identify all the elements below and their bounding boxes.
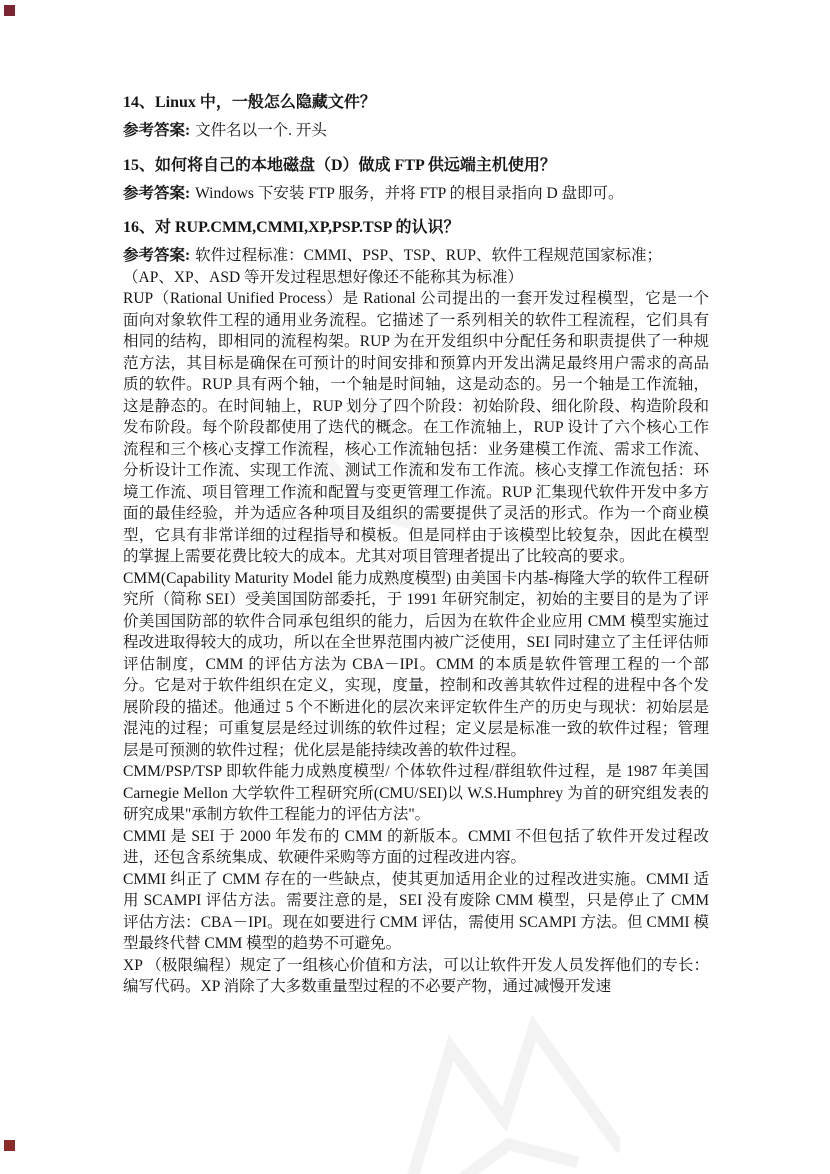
answer-15 [123, 183, 709, 205]
answer-label: 参考答案: [123, 247, 191, 264]
answer-16-note: （AP、XP、ASD 等开发过程思想好像还不能称其为标准） [123, 268, 524, 286]
watermark-logo [380, 1010, 620, 1174]
document-content [123, 92, 709, 998]
question-14-heading: 14、Linux 中，一般怎么隐藏文件？ [123, 94, 376, 111]
cmmi-vs-cmm-paragraph: CMMI 纠正了 CMM 存在的一些缺点，使其更加适用企业的过程改进实施。CMMI 适用 SCAMPI 评估方法。需要注意的是，SEI 没有废除 CMM 模型，只是停止了 CMM 评估方法：CBA－IPI。现在如要进行 CMM 评估，需使用 SCAMPI 方法。但 CMMI 模型最终代替 CMM 模型的趋势不可避免。 [123, 870, 709, 952]
answer-14 [123, 120, 709, 142]
answer-16-text: 软件过程标准：CMMI、PSP、TSP、RUP、软件工程规范国家标准； [195, 247, 662, 264]
answer-15-text: Windows 下安装 FTP 服务，并将 FTP 的根目录指向 D 盘即可。 [195, 184, 624, 202]
cmm-psp-tsp-paragraph: CMM/PSP/TSP 即软件能力成熟度模型/ 个体软件过程/群组软件过程，是 1987 年美国 Carnegie Mellon 大学软件工程研究所(CMU/SEI)以 W.S.Humphrey 为首的研究组发表的研究成果"承制方软件工程能力的评估方法"。 [123, 763, 709, 823]
answer-16 [123, 245, 709, 267]
rup-paragraph: RUP（Rational Unified Process）是 Rational 公司提出的一套开发过程模型，它是一个面向对象软件工程的通用业务流程。它描述了一系列相关的软件工程流程，它们具有相同的结构，即相同的流程构架。RUP 为在开发组织中分配任务和职责提供了一种规范方法，其目标是确保在可预计的时间安排和预算内开发出满足最终用户需求的高品质的软件。RUP 具有两个轴，一个轴是时间轴，这是动态的。另一个轴是工作流轴，这是静态的。在时间轴上，RUP 划分了四个阶段：初始阶段、细化阶段、构造阶段和发布阶段。每个阶段都使用了迭代的概念。在工作流轴上，RUP 设计了六个核心工作流程和三个核心支撑工作流程，核心工作流轴包括：业务建模工作流、需求工作流、分析设计工作流、实现工作流、测试工作流和发布工作流。核心支撑工作流包括：环境工作流、项目管理工作流和配置与变更管理工作流。RUP 汇集现代软件开发中多方面的最佳经验，并为适应各种项目及组织的需要提供了灵活的形式。作为一个商业模型，它具有非常详细的过程指导和模板。但是同样由于该模型比较复杂，因此在模型的掌握上需要花费比较大的成本。尤其对项目管理者提出了比较高的要求。 [123, 290, 709, 565]
cmm-paragraph: CMM(Capability Maturity Model 能力成熟度模型) 由美国卡内基-梅隆大学的软件工程研究所（简称 SEI）受美国国防部委托，于 1991 年研究制定，初始的主要目的是为了评价美国国防部的软件合同承包组织的能力，后因为在软件企业应用 CMM 模型实施过程改进取得较大的成功，所以在全世界范围内被广泛使用，SEI 同时建立了主任评估师评估制度，CMM 的评估方法为 CBA－IPI。CMM 的本质是软件管理工程的一个部分。它是对于软件组织在定义，实现，度量，控制和改善其软件过程的进程中各个发展阶段的描述。他通过 5 个不断进化的层次来评定软件生产的历史与现状：初始层是混沌的过程；可重复层是经过训练的软件过程；定义层是标准一致的软件过程；管理层是可预测的软件过程；优化层是能持续改善的软件过程。 [123, 569, 709, 759]
corner-mark-top-left [4, 5, 15, 16]
answer-label: 参考答案: [123, 122, 191, 139]
question-16-heading: 16、对 RUP.CMM,CMMI,XP,PSP.TSP 的认识？ [123, 219, 460, 236]
corner-mark-bottom-left [4, 1140, 15, 1151]
answer-14-text: 文件名以一个. 开头 [195, 122, 327, 139]
cmmi-paragraph: CMMI 是 SEI 于 2000 年发布的 CMM 的新版本。CMMI 不但包括了软件开发过程改进，还包含系统集成、软硬件采购等方面的过程改进内容。 [123, 827, 709, 866]
xp-paragraph: XP （极限编程）规定了一组核心价值和方法，可以让软件开发人员发挥他们的专长：编写代码。XP 消除了大多数重量型过程的不必要产物，通过减慢开发速 [123, 956, 709, 995]
question-15-heading: 15、如何将自己的本地磁盘（D）做成 FTP 供远端主机使用？ [123, 156, 556, 174]
answer-label: 参考答案: [123, 184, 191, 202]
